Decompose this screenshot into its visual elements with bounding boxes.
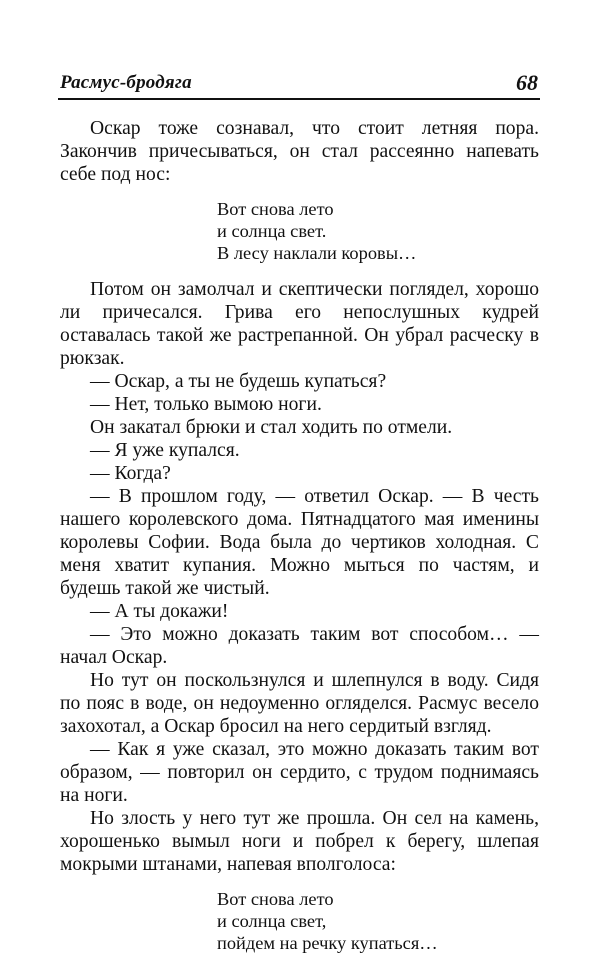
dialog-line-4: — Когда?: [90, 463, 171, 484]
song-verse-1-line-1: Вот снова лето: [217, 199, 334, 219]
dialog-line-5: — В прошлом году, — ответил Оскар. — В честь нашего королевского дома. Пятнадцатого мая именины королевы Софии. Вода была до чертиков холодная. С меня хватит купания. Можно мыться по частям, и будешь такой же чистый.: [60, 486, 539, 599]
page-number: 68: [516, 70, 538, 95]
dialog-line-7: — Это можно доказать таким вот способом… — начал Оскар.: [60, 624, 539, 668]
paragraph-2: Потом он замолчал и скептически поглядел, хорошо ли причесался. Грива его непослушных кудрей оставалась такой же растрепанной. Он убрал расческу в рюкзак.: [60, 279, 539, 369]
header-rule: [58, 98, 540, 100]
paragraph-3: Он закатал брюки и стал ходить по отмели.: [90, 417, 453, 438]
dialog-line-6: — А ты докажи!: [90, 601, 229, 622]
body-text: [60, 117, 539, 968]
running-title: Расмус-бродяга: [60, 72, 192, 93]
song-verse-2: [217, 888, 539, 954]
song-verse-1-line-2: и солнца свет.: [217, 221, 327, 241]
paragraph-4: Но тут он поскользнулся и шлепнулся в воду. Сидя по пояс в воде, он недоуменно огляделся. Расмус весело захохотал, а Оскар бросил на него сердитый взгляд.: [60, 670, 539, 737]
song-verse-2-line-1: Вот снова лето: [217, 889, 334, 909]
song-verse-2-line-3: пойдем на речку купаться…: [217, 933, 438, 953]
dialog-line-3: — Я уже купался.: [90, 440, 240, 461]
dialog-line-2: — Нет, только вымою ноги.: [90, 394, 322, 415]
paragraph-5: Но злость у него тут же прошла. Он сел на камень, хорошенько вымыл ноги и побрел к берегу, шлепая мокрыми штанами, напевая вполголоса:: [60, 808, 539, 875]
song-verse-2-line-2: и солнца свет,: [217, 911, 327, 931]
page-header: [58, 70, 540, 100]
paragraph-1: Оскар тоже сознавал, что стоит летняя пора. Закончив причесываться, он стал рассеянно напевать себе под нос:: [60, 118, 539, 185]
dialog-line-1: — Оскар, а ты не будешь купаться?: [90, 371, 387, 392]
song-verse-1: [217, 198, 539, 264]
dialog-line-8: — Как я уже сказал, это можно доказать таким вот образом, — повторил он сердито, с трудом поднимаясь на ноги.: [60, 739, 539, 806]
song-verse-1-line-3: В лесу наклали коровы…: [217, 243, 417, 263]
